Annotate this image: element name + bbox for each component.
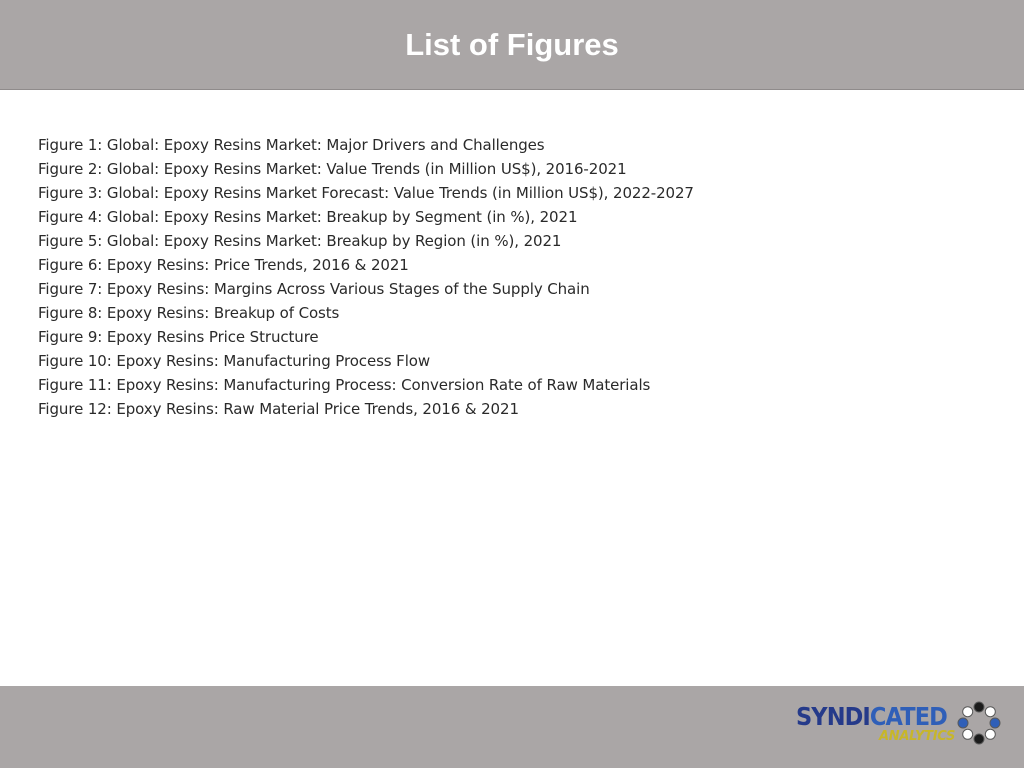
figure-list — [38, 133, 694, 421]
list-item: Figure 4: Global: Epoxy Resins Market: Breakup by Segment (in %), 2021 — [38, 208, 578, 226]
logo-subtitle: ANALYTICS — [879, 729, 956, 744]
list-item: Figure 11: Epoxy Resins: Manufacturing Process: Conversion Rate of Raw Materials — [38, 376, 651, 394]
logo-dot — [990, 718, 1000, 728]
logo-dot — [963, 729, 973, 739]
list-item: Figure 6: Epoxy Resins: Price Trends, 2016 & 2021 — [38, 256, 409, 274]
logo-wordmark — [796, 702, 947, 731]
logo-dot — [963, 707, 973, 717]
logo-dot — [985, 707, 995, 717]
syndicated-analytics-logo — [796, 700, 1006, 750]
logo-dot — [985, 729, 995, 739]
ring-of-dots-icon — [956, 700, 1002, 746]
list-item: Figure 9: Epoxy Resins Price Structure — [38, 328, 319, 346]
logo-wordmark-part2: CATED — [869, 702, 947, 731]
list-item: Figure 2: Global: Epoxy Resins Market: Value Trends (in Million US$), 2016-2021 — [38, 160, 627, 178]
list-item: Figure 10: Epoxy Resins: Manufacturing Process Flow — [38, 352, 431, 370]
logo-dot — [958, 718, 968, 728]
list-item: Figure 7: Epoxy Resins: Margins Across Various Stages of the Supply Chain — [38, 280, 590, 298]
list-item: Figure 8: Epoxy Resins: Breakup of Costs — [38, 304, 340, 322]
page-title: List of Figures — [405, 27, 619, 62]
list-item: Figure 1: Global: Epoxy Resins Market: Major Drivers and Challenges — [38, 136, 545, 154]
logo-dot — [974, 734, 984, 744]
list-item: Figure 12: Epoxy Resins: Raw Material Price Trends, 2016 & 2021 — [38, 400, 519, 418]
list-item: Figure 5: Global: Epoxy Resins Market: Breakup by Region (in %), 2021 — [38, 232, 562, 250]
header-bar — [0, 0, 1024, 90]
logo-wordmark-part1: SYNDI — [796, 702, 870, 731]
logo-dot — [974, 702, 984, 712]
list-item: Figure 3: Global: Epoxy Resins Market Forecast: Value Trends (in Million US$), 2022-2027 — [38, 184, 694, 202]
